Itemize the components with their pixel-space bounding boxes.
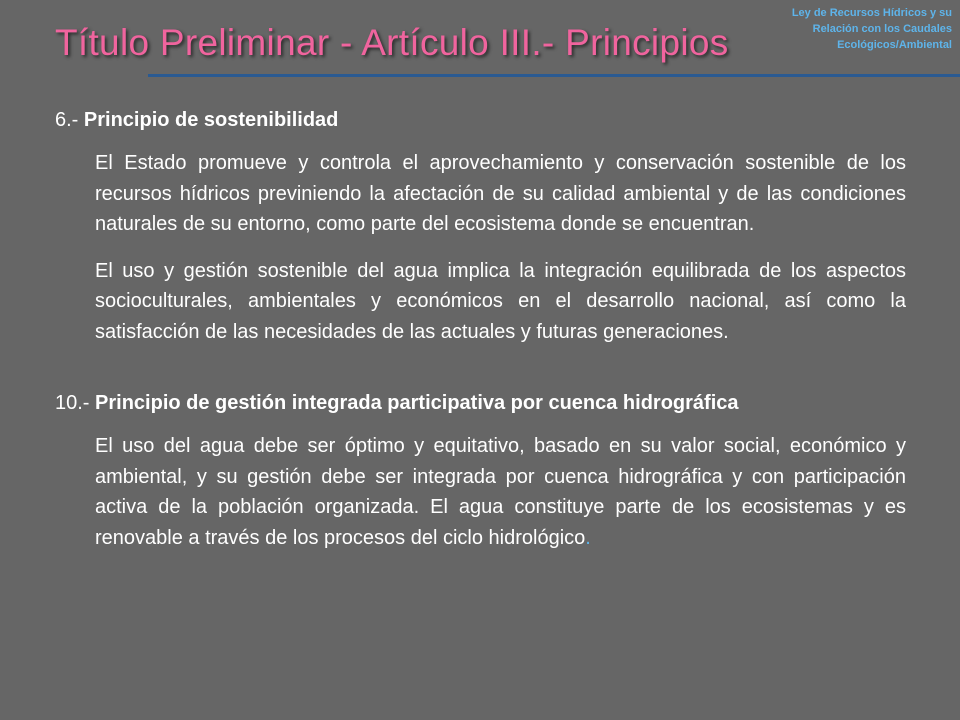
section-number: 6.- [55,109,84,131]
subtitle-line: Ley de Recursos Hídricos y su [791,7,952,19]
subtitle-line: Ecológicos/Ambiental [837,39,952,51]
section-title: Principio de sostenibilidad [83,109,339,131]
section-heading [55,106,906,134]
title-underline [148,74,960,77]
section-paragraph [95,431,906,553]
trailing-period: . [585,526,591,549]
section-title: Principio de gestión integrada participativa por cuenca hidrográfica [95,392,739,414]
section-number: 10.- [55,392,96,414]
slide-title: Título Preliminar - Artículo III.- Principios [55,22,729,63]
section-paragraph: El uso y gestión sostenible del agua implica la integración equilibrada de los aspectos socioculturales, ambientales y económicos en el desarrollo nacional, así como la satisfacción de las necesidades de las actuales y futuras generaciones. [95,259,906,343]
subtitle-line: Relación con los Caudales [812,23,952,35]
section-paragraph: El Estado promueve y controla el aprovechamiento y conservación sostenible de los recursos hídricos previniendo la afectación de su calidad ambiental y de las condiciones naturales de su entorno, como parte del ecosistema donde se encuentran. [95,152,906,235]
section-heading [55,389,906,417]
paragraph-text: El uso del agua debe ser óptimo y equitativo, basado en su valor social, económico y ambiental, y su gestión debe ser integrada por cuenca hidrográfica y con participación activa de la población organizada. El agua constituye parte de los ecosistemas y es renovable a través de los procesos del ciclo hidrológico [95,435,906,549]
slide-subtitle [732,5,952,53]
slide-body [55,106,906,569]
